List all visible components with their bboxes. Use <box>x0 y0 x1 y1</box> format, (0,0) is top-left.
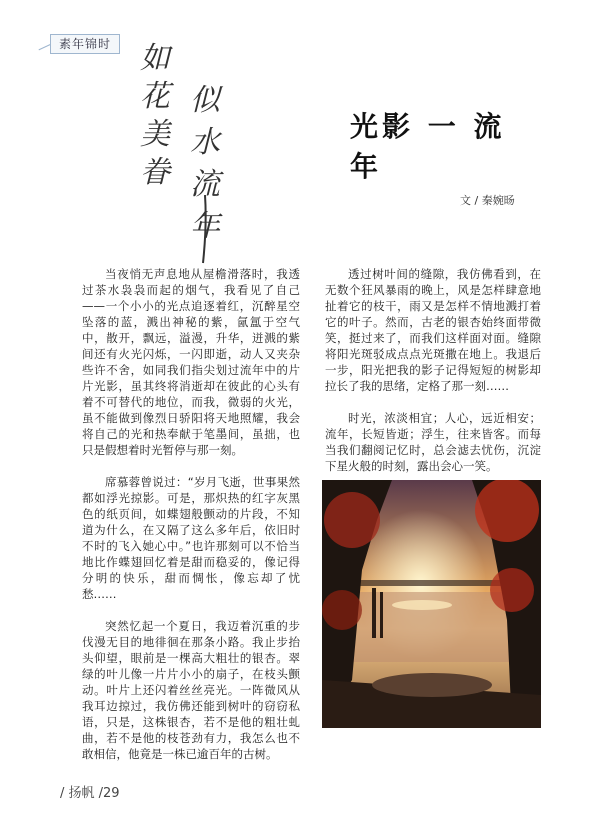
calligraphy-line-1: 如花美眷 <box>140 41 170 190</box>
paragraph: 席慕蓉曾说过：“岁月飞逝，世事果然都如浮光掠影。可是，那炽热的红字灰黑色的纸页间，如蝶翅般颤动的片段，不知道为什么，在又隔了这么多年后，依旧时不时的飞入她心中。”也许那刻可以不恰当地比作蝶翅回忆着是甜而稳妥的，像记得分明的快乐，甜而惆怅，像忘却了忧愁…… <box>82 475 300 601</box>
paragraph: 透过树叶间的缝隙，我仿佛看到，在无数个狂风暴雨的晚上，风是怎样肆意地扯着它的枝干，雨又是怎样不情地溅打着它的叶子。然而，古老的银杏始终面带微笑，挺过来了，而我们这样面对面。缝隙将阳光斑驳成点点光斑撒在地上。我退后一步，阳光把我的影子记得短短的树影却拉长了我的思绪，定格了那一刻…… <box>325 267 541 393</box>
paragraph: 时光，浓淡相宜；人心，远近相安；流年，长短皆逝；浮生，往来皆客。而每当我们翻阅记忆时，总会滤去忧伤，沉淀下星火般的时刻，露出会心一笑。 <box>325 411 541 473</box>
calligraphy-line-2: 似水流年 <box>190 83 220 244</box>
calligraphy-poem <box>140 40 240 260</box>
calligraphy-brush-stroke <box>195 195 215 265</box>
paragraph: 突然忆起一个夏日，我迈着沉重的步伐漫无目的地徘徊在那条小路。我止步抬头仰望，眼前是一棵高大粗壮的银杏。翠绿的叶儿像一片片小小的扇子，在枝头颤动。叶片上还闪着丝丝亮光。一阵微风从我耳边掠过，我仿佛还能到树叶的窃窃私语，只是，这株银杏，若不是他的粗壮虬曲，若不是他的枝苍劲有力，我怎么也不敢相信，他竟是一株已逾百年的古树。 <box>82 619 300 761</box>
article-title: 光影 一 流年 <box>350 110 506 183</box>
right-column <box>325 266 541 490</box>
paragraph: 当夜悄无声息地从屋檐滑落时，我透过茶水袅袅而起的烟气，我看见了自己——一个小小的光点追逐着红，沉醉星空坠落的蓝，溅出神秘的紫，氤氲于空气中，散开，飘远，溢漫，升华，迸溅的紫间还有火光闪烁，一闪即逝，动人又夹杂些许不舍，如同我们指尖划过流年中的片片光影，虽其终将消逝却在彼此的心头有着不可替代的地位，而我，微弱的火光，虽不能做到像烈日骄阳将天地照耀，我会将自己的光和热奉献于笔墨间，虽拙，也只是假想着时光暂停与那一刻。 <box>82 267 300 457</box>
author-byline: 文 / 秦婉旸 <box>460 194 515 207</box>
sunset-lake-photo <box>322 480 541 728</box>
page-footer: / 扬帆 /29 <box>60 786 120 801</box>
left-column <box>82 266 300 778</box>
section-tag: 素年锦时 <box>50 34 120 54</box>
